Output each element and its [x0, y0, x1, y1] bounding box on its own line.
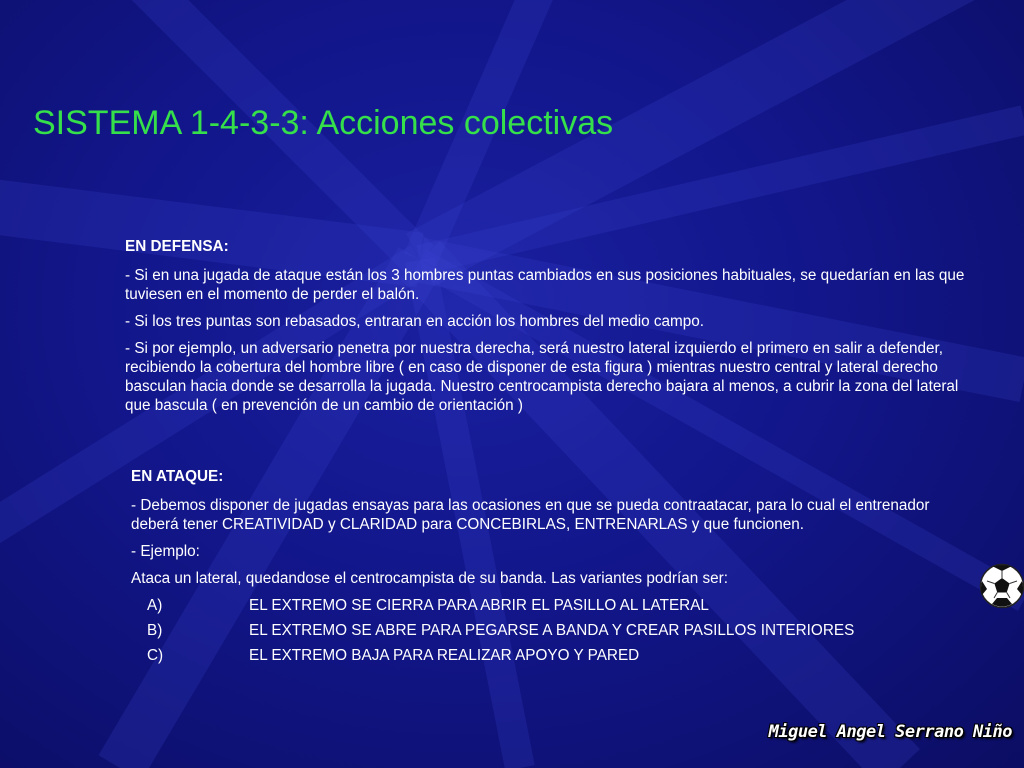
- attack-section: [131, 467, 976, 671]
- page-title: SISTEMA 1-4-3-3: Acciones colectivas: [33, 104, 614, 142]
- attack-header: EN ATAQUE:: [131, 468, 224, 485]
- author-signature: Miguel Angel Serrano Niño: [768, 722, 1012, 742]
- attack-paragraph: - Debemos disponer de jugadas ensayas para las ocasiones en que se pueda contraatacar, para lo cual el entrenador deberá tener CREATIVIDAD y CLARIDAD para CONCEBIRLAS, ENTRENARLAS y que funcionen.: [131, 497, 930, 533]
- option-item: [147, 596, 976, 615]
- option-item: [147, 621, 976, 640]
- defense-section: [125, 237, 975, 423]
- option-text: EL EXTREMO SE ABRE PARA PEGARSE A BANDA Y CREAR PASILLOS INTERIORES: [249, 622, 855, 639]
- option-label: A): [147, 597, 163, 614]
- option-text: EL EXTREMO SE CIERRA PARA ABRIR EL PASILLO AL LATERAL: [249, 597, 709, 614]
- defense-header: EN DEFENSA:: [125, 238, 229, 255]
- attack-paragraph: - Ejemplo:: [131, 543, 200, 560]
- option-item: [147, 646, 976, 665]
- option-label: C): [147, 647, 164, 664]
- option-label: B): [147, 622, 163, 639]
- defense-paragraph: - Si los tres puntas son rebasados, entraran en acción los hombres del medio campo.: [125, 313, 705, 330]
- attack-paragraph: Ataca un lateral, quedandose el centrocampista de su banda. Las variantes podrían ser:: [131, 570, 728, 587]
- defense-paragraph: - Si en una jugada de ataque están los 3 hombres puntas cambiados en sus posiciones habituales, se quedarían en las que tuviesen en el momento de perder el balón.: [125, 267, 965, 303]
- defense-paragraph: - Si por ejemplo, un adversario penetra por nuestra derecha, será nuestro lateral izquierdo el primero en salir a defender, recibiendo la cobertura del hombre libre ( en caso de disponer de esta figura ) mientras nuestro central y lateral derecho basculan hacia donde se desarrolla la jugada. Nuestro centrocampista derecho bajara al menos, a cubrir la zona del lateral que bascula ( en prevención de un cambio de orientación ): [125, 340, 959, 414]
- option-text: EL EXTREMO BAJA PARA REALIZAR APOYO Y PARED: [249, 647, 640, 664]
- soccer-ball-icon: [979, 563, 1024, 609]
